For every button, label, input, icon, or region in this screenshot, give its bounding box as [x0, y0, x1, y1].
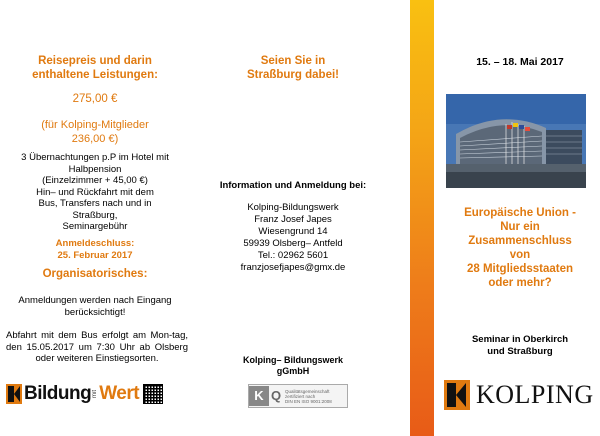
panel-middle — [196, 0, 390, 436]
q-icon: Q — [270, 388, 282, 403]
bildung-mit-wert-logo: Bildung mit Wert — [6, 382, 178, 406]
price: 275,00 € — [72, 93, 118, 105]
info-heading: Information und Anmeldung bei: — [219, 180, 367, 191]
parliament-photo — [446, 94, 586, 188]
quality-certificate-badge: K Q Qualitätsgemeinschaft zertifiziert nach DIN EN ISO 9001:2008 — [248, 384, 348, 408]
seminar-location: Seminar in Oberkirch und Straßburg — [471, 334, 569, 357]
kolping-k-icon — [444, 380, 470, 410]
european-parliament-image — [446, 94, 586, 188]
contact-address: Kolping-Bildungswerk Franz Josef Japes Wiesengrund 14 59939 Olsberg– Antfeld Tel.: 02962 5601 franzjosefjapes@gmx.de — [240, 202, 346, 273]
services-list: 3 Übernachtungen p.P im Hotel mit Halbpension (Einzelzimmer + 45,00 €) Hin– und Rückfahrt mit dem Bus, Transfers nach und in Straßburg, Seminargebühr — [21, 152, 169, 232]
registration-note: Anmeldungen werden nach Eingang berücksichtigt! — [18, 295, 172, 318]
member-price: (für Kolping-Mitglieder 236,00 €) — [41, 119, 149, 145]
kolping-k-icon — [6, 384, 22, 404]
invitation-heading: Seien Sie in Straßburg dabei! — [246, 55, 339, 81]
decorative-gradient-strip — [410, 0, 434, 436]
kolping-logo: KOLPING — [444, 378, 600, 412]
organisation-name: Kolping– Bildungswerk gGmbH — [242, 355, 343, 376]
panel-cover — [440, 0, 600, 436]
event-date: 15. – 18. Mai 2017 — [476, 56, 564, 68]
registration-deadline: Anmeldeschluss: 25. Februar 2017 — [55, 238, 135, 261]
panel-left — [0, 0, 190, 436]
k-icon: K — [249, 386, 269, 406]
qr-code-icon — [143, 384, 163, 404]
organisational-heading: Organisatorisches: — [42, 268, 148, 280]
price-heading: Reisepreis und darin enthaltene Leistungen: — [32, 55, 158, 81]
departure-note: Abfahrt mit dem Bus erfolgt am Mon-tag, den 15.05.2017 um 7:30 Uhr ab Olsberg oder weiteren Einstiegsorten. — [6, 330, 188, 364]
seminar-title: Europäische Union - Nur ein Zusammenschluss von 28 Mitgliedsstaaten oder mehr? — [464, 207, 576, 289]
